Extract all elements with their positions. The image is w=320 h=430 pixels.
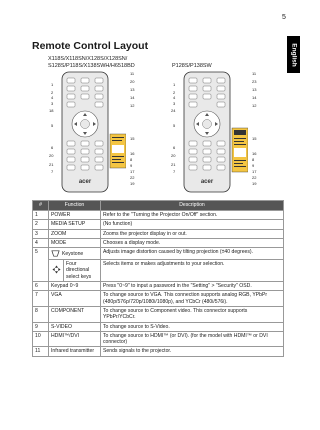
callout-label: 20 [130, 79, 135, 84]
callout-label: 12 [130, 103, 135, 108]
row-description: To change source to Component video. This connector supports YPbPr/YCbCr. [101, 306, 284, 322]
row-description: Refer to the "Turning the Projector On/Off" section. [101, 211, 284, 220]
keystone-label: Keystone [62, 251, 84, 258]
callout-label: 4 [51, 95, 54, 100]
row-number: 3 [33, 229, 49, 238]
callout-label: 21 [49, 162, 54, 167]
row-function: MEDIA SETUP [49, 220, 101, 229]
row-function: POWER [49, 211, 101, 220]
row-function: ZOOM [49, 229, 101, 238]
row-number: 1 [33, 211, 49, 220]
callout-label: 9 [252, 163, 255, 168]
row-description: To change source to HDMI™ (or DVI). (for the model with HDMI™ or DVI connector) [101, 331, 284, 347]
callout-label: 7 [51, 169, 54, 174]
row-function: HDMI™/DVI [49, 331, 101, 347]
callout-label: 16 [130, 151, 135, 156]
table-row [33, 347, 284, 356]
model-line: X118S/X118SN/X128S/X128SN/ [48, 56, 128, 62]
model-line: S128S/P118S/X138SWH/H6518BD [48, 63, 135, 69]
callout-label: 14 [130, 95, 135, 100]
remote-brand-logo: acer [78, 179, 92, 185]
model-line: P128S/P138SW [172, 63, 212, 69]
row-description: Zooms the projector display in or out. [101, 229, 284, 238]
row-function: MODE [49, 238, 101, 247]
row-number: 5 [33, 248, 49, 282]
row-description: To change source to VGA. This connection supports analog RGB, YPbPr (480p/576p/720p/1080i/1080p), and YCbCr (480i/576i). [101, 291, 284, 307]
callout-label: 19 [130, 181, 135, 186]
remote-brand-logo: acer [200, 179, 214, 185]
row-description: Adjusts image distortion caused by tilting projection (±40 degrees). [101, 248, 284, 260]
four-direction-icon [52, 265, 61, 274]
callout-label: 12 [252, 103, 257, 108]
table-row [33, 211, 284, 220]
callout-label: 13 [252, 87, 257, 92]
callout-label: 3 [51, 101, 54, 106]
language-tab-label: English [290, 42, 297, 67]
callout-label: 2 [51, 90, 54, 95]
four-direction-label: Four directional select keys [64, 260, 101, 282]
callout-label: 7 [173, 169, 176, 174]
callout-label: 5 [51, 123, 54, 128]
callout-label: 17 [252, 169, 257, 174]
table-row [33, 260, 284, 282]
callout-label: 6 [51, 145, 54, 150]
callout-label: 2 [173, 90, 176, 95]
row-number: 2 [33, 220, 49, 229]
table-row [33, 322, 284, 331]
row-function: Infrared transmitter [49, 347, 101, 356]
row-number: 8 [33, 306, 49, 322]
function-table [32, 200, 284, 357]
row-description: Chooses a display mode. [101, 238, 284, 247]
row-function-keystone [49, 248, 101, 260]
callout-label: 1 [173, 82, 176, 87]
callout-label: 23 [252, 79, 257, 84]
page-title: Remote Control Layout [32, 40, 149, 52]
callout-label: 6 [173, 145, 176, 150]
callout-label: 22 [130, 175, 135, 180]
row-description: Sends signals to the projector. [101, 347, 284, 356]
column-header: Function [49, 201, 101, 211]
page-number: 5 [282, 14, 286, 21]
callout-label: 14 [252, 95, 257, 100]
column-header: Description [101, 201, 284, 211]
row-number: 4 [33, 238, 49, 247]
callout-label: 13 [130, 87, 135, 92]
table-row [33, 282, 284, 291]
callout-label: 1 [51, 82, 54, 87]
row-number: 10 [33, 331, 49, 347]
callout-label: 9 [130, 163, 133, 168]
table-row [33, 220, 284, 229]
row-description: (No function) [101, 220, 284, 229]
callout-label: 15 [252, 136, 257, 141]
table-row [33, 331, 284, 347]
row-number: 7 [33, 291, 49, 307]
language-tab [287, 36, 300, 73]
left-model-list [48, 56, 135, 70]
row-description: Selects items or makes adjustments to your selection. [101, 260, 284, 282]
callout-label: 8 [130, 157, 133, 162]
callout-label: 22 [252, 175, 257, 180]
row-number: 9 [33, 322, 49, 331]
right-model-list [172, 63, 212, 70]
callout-label: 20 [49, 153, 54, 158]
table-row [33, 248, 284, 260]
callout-label: 21 [171, 162, 176, 167]
row-function: S-VIDEO [49, 322, 101, 331]
table-row [33, 306, 284, 322]
callout-label: 5 [173, 123, 176, 128]
callout-label: 24 [171, 108, 176, 113]
callout-label: 15 [130, 136, 135, 141]
table-row [33, 238, 284, 247]
callout-label: 19 [252, 181, 257, 186]
row-number: 11 [33, 347, 49, 356]
table-header-row [33, 201, 284, 211]
row-description: To change source to S-Video. [101, 322, 284, 331]
row-function: Keypad 0~9 [49, 282, 101, 291]
row-description: Press "0~9" to input a password in the "Setting" > "Security" OSD. [101, 282, 284, 291]
row-function: COMPONENT [49, 306, 101, 322]
callout-label: 17 [130, 169, 135, 174]
row-number: 6 [33, 282, 49, 291]
remote-illustration-right [180, 70, 248, 194]
callout-label: 18 [49, 108, 54, 113]
callout-label: 3 [173, 101, 176, 106]
callout-label: 11 [130, 71, 135, 76]
remote-illustration-left [58, 70, 126, 194]
table-row [33, 291, 284, 307]
four-direction-icon-cell [49, 260, 64, 282]
keystone-icon [51, 249, 60, 258]
row-function: VGA [49, 291, 101, 307]
column-header: # [33, 201, 49, 211]
callout-label: 11 [252, 71, 257, 76]
callout-label: 20 [171, 153, 176, 158]
callout-label: 4 [173, 95, 176, 100]
callout-label: 8 [252, 157, 255, 162]
table-row [33, 229, 284, 238]
callout-label: 16 [252, 151, 257, 156]
